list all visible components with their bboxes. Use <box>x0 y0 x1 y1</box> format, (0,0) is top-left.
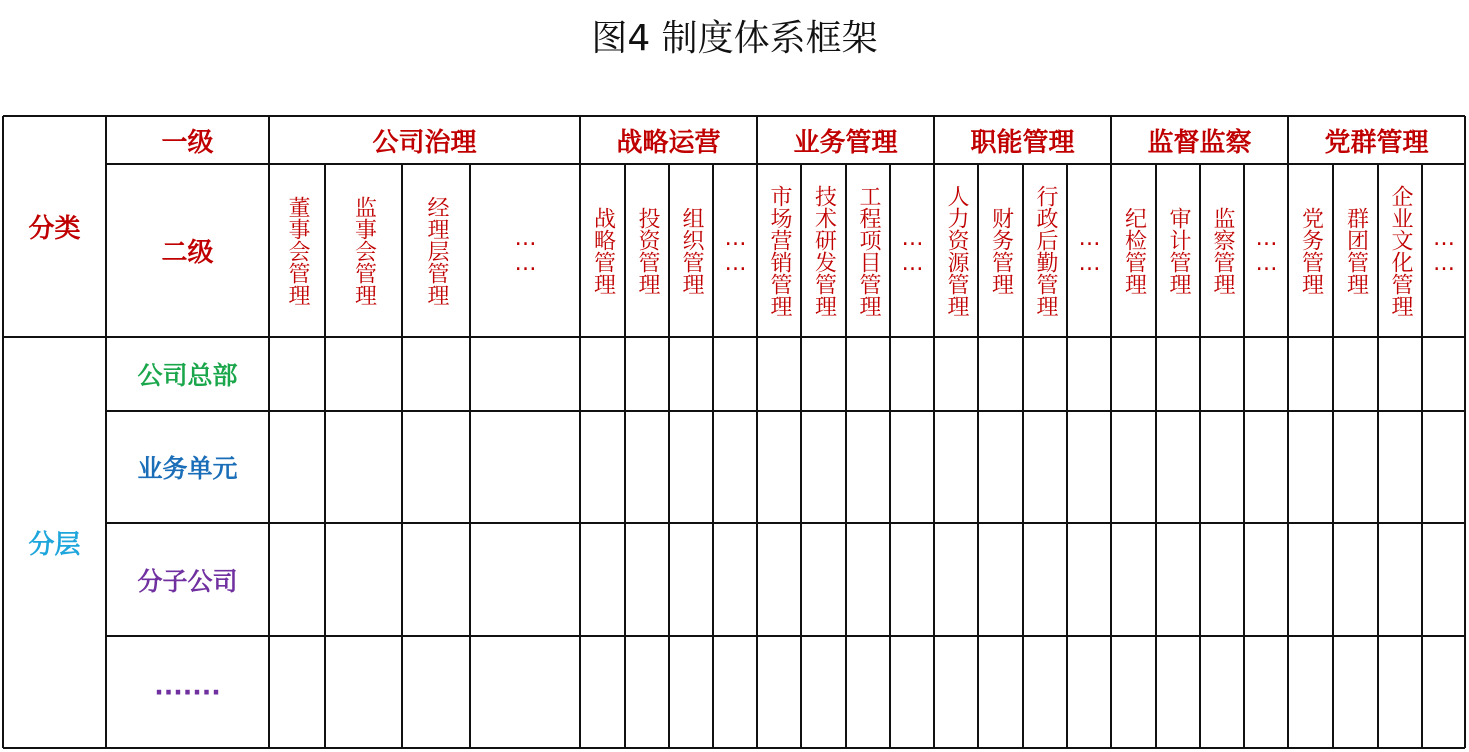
sub-item-cell <box>978 170 1023 331</box>
category-2-title: 战略运营 <box>616 127 721 158</box>
sub-item: 人力资源管理 <box>944 184 969 317</box>
ellipsis-item-cell <box>1067 170 1111 331</box>
row-divider <box>106 410 1465 412</box>
ellipsis-item-cell <box>713 170 757 331</box>
layer-row-label-cell <box>106 523 269 636</box>
category-3-title-cell <box>757 116 934 164</box>
sub-item: 技术研发管理 <box>811 184 837 317</box>
ellipsis-item: …… <box>900 225 925 276</box>
sub-item: 纪检管理 <box>1121 206 1147 295</box>
sub-item-cell <box>625 170 669 331</box>
sub-item-cell <box>1200 170 1244 331</box>
level2-label: 二级 <box>161 238 214 268</box>
sub-item-cell <box>1378 170 1422 331</box>
sub-item: 组织管理 <box>679 206 704 295</box>
classify-label: 分类 <box>28 214 81 244</box>
category-1-title-cell <box>269 116 580 164</box>
sub-item-cell <box>1111 170 1156 331</box>
level2-label-cell <box>106 164 269 337</box>
ellipsis-item-cell <box>1422 170 1465 331</box>
sub-item-cell <box>846 170 890 331</box>
category-3-title: 业务管理 <box>793 127 898 158</box>
sub-item: 投资管理 <box>635 206 660 295</box>
sub-item-cell <box>1023 170 1067 331</box>
layer-label: 分层 <box>28 530 81 560</box>
category-4-title-cell <box>934 116 1111 164</box>
level1-label: 一级 <box>161 127 214 158</box>
layer-row-label-cell <box>106 411 269 523</box>
sub-item: 审计管理 <box>1166 206 1191 295</box>
layer-row-label-cell <box>106 337 269 411</box>
sub-item: 党务管理 <box>1298 206 1324 295</box>
sub-item: 群团管理 <box>1343 206 1369 295</box>
row-divider <box>106 635 1465 637</box>
ellipsis-item: …… <box>1077 225 1102 276</box>
layer-row-label: ······· <box>154 677 221 707</box>
category-1-title: 公司治理 <box>372 127 477 158</box>
classify-label-cell <box>3 116 106 337</box>
layer-row-label: 业务单元 <box>137 454 238 483</box>
ellipsis-item: …… <box>723 225 748 276</box>
sub-item-cell <box>1288 170 1333 331</box>
category-6-title-cell <box>1288 116 1465 164</box>
ellipsis-item-cell <box>1244 170 1288 331</box>
layer-row-label: 公司总部 <box>137 361 238 390</box>
sub-item-cell <box>934 170 978 331</box>
sub-item: 董事会管理 <box>285 195 310 306</box>
category-5-title: 监督监察 <box>1147 127 1252 158</box>
ellipsis-item: …… <box>1254 225 1279 276</box>
sub-item: 战略管理 <box>590 206 616 295</box>
category-4-title: 职能管理 <box>970 127 1075 158</box>
sub-item-cell <box>402 170 470 331</box>
sub-item-cell <box>1333 170 1378 331</box>
category-5-title-cell <box>1111 116 1288 164</box>
sub-item-cell <box>1156 170 1200 331</box>
sub-item: 财务管理 <box>988 206 1014 295</box>
row-divider <box>106 522 1465 524</box>
category-6-title: 党群管理 <box>1324 127 1429 158</box>
sub-item: 经理层管理 <box>424 195 449 306</box>
sub-item-cell <box>801 170 846 331</box>
sub-item-cell <box>669 170 713 331</box>
ellipsis-item: …… <box>513 225 538 276</box>
sub-item: 企业文化管理 <box>1388 184 1413 317</box>
sub-item: 行政后勤管理 <box>1033 184 1058 317</box>
category-2-title-cell <box>580 116 757 164</box>
ellipsis-item-cell <box>470 170 580 331</box>
sub-item: 市场营销管理 <box>767 184 792 317</box>
sub-item: 监事会管理 <box>351 195 377 306</box>
sub-item-cell <box>269 170 325 331</box>
sub-item-cell <box>757 170 801 331</box>
figure-title: 图4 制度体系框架 <box>591 18 878 59</box>
layer-row-label: 分子公司 <box>137 566 238 596</box>
sub-item: 工程项目管理 <box>856 184 881 317</box>
layer-row-label-cell <box>106 636 269 748</box>
sub-item-cell <box>580 170 625 331</box>
sub-item: 监察管理 <box>1210 206 1235 295</box>
layer-label-cell <box>3 337 106 748</box>
ellipsis-item: …… <box>1431 225 1457 276</box>
sub-item-cell <box>325 170 402 331</box>
level1-label-cell <box>106 116 269 164</box>
ellipsis-item-cell <box>890 170 934 331</box>
